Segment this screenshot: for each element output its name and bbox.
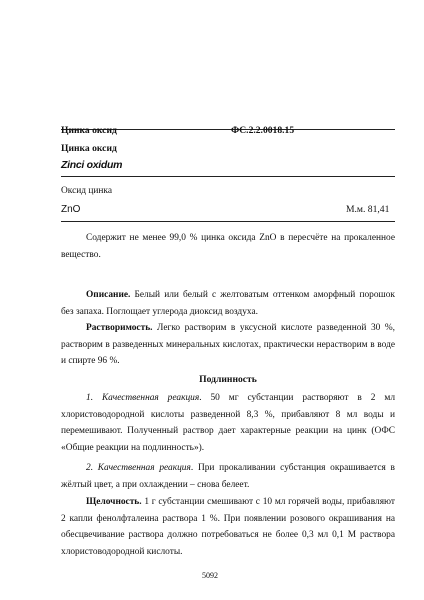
identity-reaction-1 xyxy=(61,390,395,456)
reaction-1-label: 1. Качественная реакция xyxy=(86,393,200,403)
monograph-code: ФС.2.2.0018.15 xyxy=(231,125,295,136)
description-paragraph xyxy=(61,287,395,320)
identity-reaction-2 xyxy=(61,460,395,493)
description-text: Белый или белый с желтоватым оттенком аморфный порошок без запаха. Поглощает углерода диоксид воздуха. xyxy=(61,290,395,317)
reaction-2-label: 2. Качественная реакция xyxy=(86,463,191,473)
content-paragraph xyxy=(61,230,395,263)
bottom-rule xyxy=(61,221,395,222)
solubility-paragraph xyxy=(61,320,395,370)
description-label: Описание. xyxy=(86,290,131,300)
chemical-name: Оксид цинка xyxy=(61,186,113,196)
solubility-label: Растворимость. xyxy=(86,323,153,333)
title-latin: Zinci oxidum xyxy=(61,159,123,171)
solubility-text: Легко растворим в уксусной кислоте разведенной 30 %, растворим в разведенных минеральных кислотах, практически нерастворим в воде и спирте 96 %. xyxy=(61,323,395,367)
reaction-2-text: . При прокаливании субстанция окрашивается в жёлтый цвет, а при охлаждении – снова белеет. xyxy=(61,463,395,490)
chemical-formula: ZnO xyxy=(61,204,81,215)
identity-heading: Подлинность xyxy=(199,374,257,385)
reaction-1-text: . 50 мг субстанции растворяют в 2 мл хлористоводородной кислоты разведенной 8,3 %, прибавляют 8 мл воды и перемешивают. Полученный раствор дает характерные реакции на цинк (ОФС «Общие реакции на подлинность»). xyxy=(61,393,395,453)
content-text: Содержит не менее 99,0 % цинка оксида ZnO в пересчёте на прокаленное вещество. xyxy=(61,233,395,260)
title-russian: Цинка оксид xyxy=(61,125,117,136)
alkalinity-label: Щелочность. xyxy=(86,497,142,507)
title-russian-repeat: Цинка оксид xyxy=(61,143,117,154)
alkalinity-paragraph xyxy=(61,494,395,560)
molecular-mass: М.м. 81,41 xyxy=(346,204,390,215)
alkalinity-text: 1 г субстанции смешивают с 10 мл горячей воды, прибавляют 2 капли фенолфталеина раствора 1 %. При появлении розового окрашивания на обесцвечивание раствора должно потребоваться не более 0,3 мл 0,1 М раствора хлористоводородной кислоты. xyxy=(61,497,395,557)
middle-rule xyxy=(61,176,395,177)
page-number: 5092 xyxy=(202,571,218,580)
